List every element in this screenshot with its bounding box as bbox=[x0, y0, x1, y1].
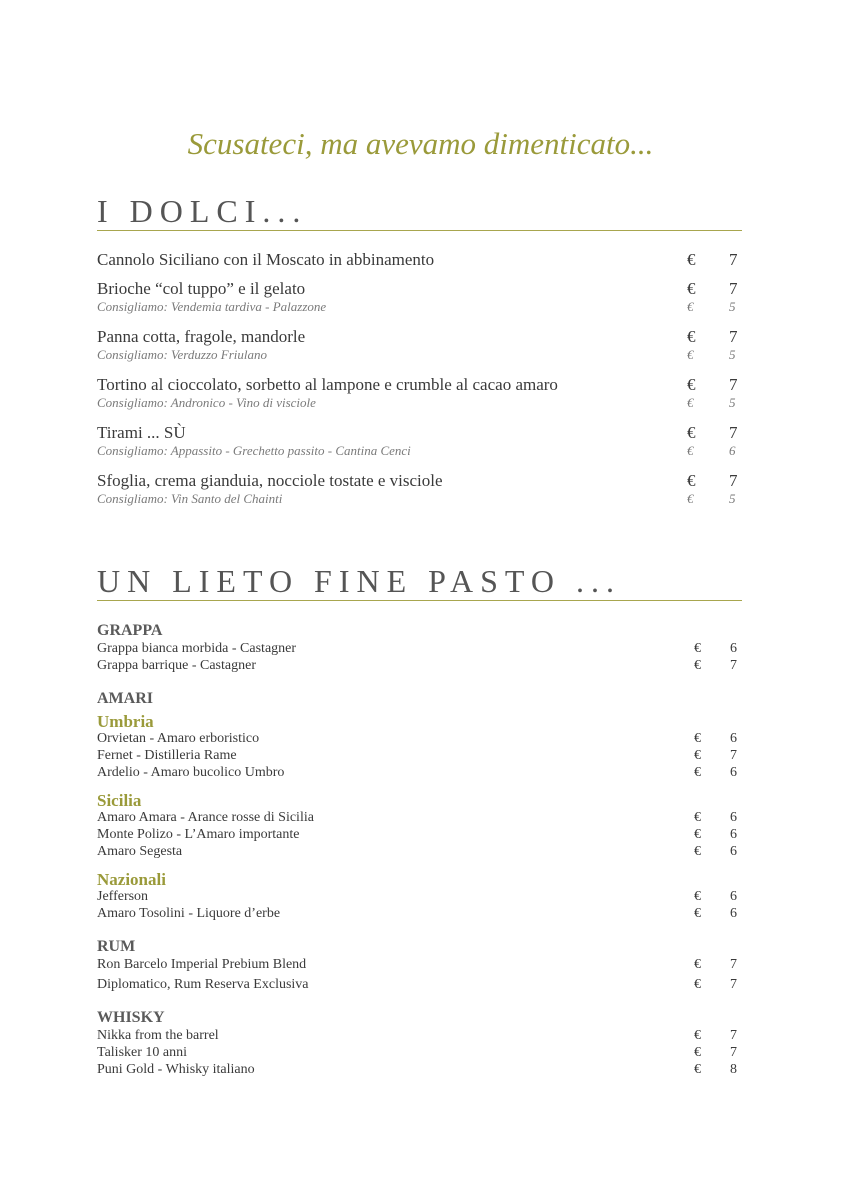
section-title-fine-pasto: UN LIETO FINE PASTO ... bbox=[97, 562, 742, 601]
euro-icon: € bbox=[687, 375, 696, 394]
drink-price: 6 bbox=[730, 906, 737, 921]
category-amari: AMARI bbox=[97, 690, 153, 707]
drink-name: Fernet - Distilleria Rame bbox=[97, 748, 237, 763]
wine-price: 5 bbox=[729, 395, 736, 410]
dessert-item bbox=[97, 471, 742, 507]
drink-price: 7 bbox=[730, 957, 737, 972]
dessert-price: 7 bbox=[729, 471, 738, 490]
drink-name: Puni Gold - Whisky italiano bbox=[97, 1062, 255, 1077]
drink-price: 6 bbox=[730, 810, 737, 825]
dessert-name: Tortino al cioccolato, sorbetto al lampone e crumble al cacao amaro bbox=[97, 375, 558, 394]
euro-icon: € bbox=[694, 641, 701, 656]
subcategory-nazionali: Nazionali bbox=[97, 870, 166, 889]
euro-icon: € bbox=[694, 957, 701, 972]
euro-icon: € bbox=[687, 327, 696, 346]
category-grappa: GRAPPA bbox=[97, 622, 163, 639]
dessert-item bbox=[97, 279, 742, 315]
dessert-item bbox=[97, 250, 742, 270]
euro-icon: € bbox=[687, 491, 694, 506]
euro-icon: € bbox=[694, 748, 701, 763]
subcategory-umbria: Umbria bbox=[97, 712, 154, 731]
drink-name: Amaro Amara - Arance rosse di Sicilia bbox=[97, 810, 314, 825]
wine-suggestion: Consigliamo: Vin Santo del Chainti bbox=[97, 491, 283, 506]
dessert-item bbox=[97, 423, 742, 459]
drink-name: Ardelio - Amaro bucolico Umbro bbox=[97, 765, 285, 780]
euro-icon: € bbox=[694, 889, 701, 904]
drink-name: Nikka from the barrel bbox=[97, 1028, 219, 1043]
drink-price: 7 bbox=[730, 1028, 737, 1043]
drink-name: Ron Barcelo Imperial Prebium Blend bbox=[97, 957, 307, 972]
euro-icon: € bbox=[694, 906, 701, 921]
drink-price: 6 bbox=[730, 731, 737, 746]
euro-icon: € bbox=[687, 443, 694, 458]
drink-item bbox=[97, 658, 742, 675]
euro-icon: € bbox=[694, 1045, 701, 1060]
euro-icon: € bbox=[694, 810, 701, 825]
drink-name: Amaro Tosolini - Liquore d’erbe bbox=[97, 906, 281, 921]
euro-icon: € bbox=[687, 279, 696, 298]
drink-name: Orvietan - Amaro erboristico bbox=[97, 731, 260, 746]
drink-price: 6 bbox=[730, 844, 737, 859]
drink-name: Jefferson bbox=[97, 889, 149, 904]
drink-price: 7 bbox=[730, 1045, 737, 1060]
drink-price: 7 bbox=[730, 977, 737, 992]
dessert-name: Panna cotta, fragole, mandorle bbox=[97, 327, 306, 346]
drink-price: 7 bbox=[730, 658, 737, 673]
drink-name: Diplomatico, Rum Reserva Exclusiva bbox=[97, 977, 309, 992]
drink-item bbox=[97, 748, 742, 765]
euro-icon: € bbox=[687, 395, 694, 410]
drink-name: Amaro Segesta bbox=[97, 844, 183, 859]
dessert-price: 7 bbox=[729, 327, 738, 346]
drink-name: Grappa barrique - Castagner bbox=[97, 658, 256, 673]
euro-icon: € bbox=[694, 658, 701, 673]
drink-price: 6 bbox=[730, 641, 737, 656]
wine-suggestion: Consigliamo: Verduzzo Friulano bbox=[97, 347, 267, 362]
wine-price: 6 bbox=[729, 443, 736, 458]
dessert-name: Sfoglia, crema gianduia, nocciole tostate e visciole bbox=[97, 471, 443, 490]
subcategory-sicilia: Sicilia bbox=[97, 791, 142, 810]
drink-item bbox=[97, 906, 742, 923]
dessert-price: 7 bbox=[729, 250, 738, 269]
drink-item bbox=[97, 889, 742, 906]
dessert-name: Tirami ... SÙ bbox=[97, 423, 186, 442]
drink-item bbox=[97, 765, 742, 782]
category-rum: RUM bbox=[97, 938, 136, 955]
euro-icon: € bbox=[687, 471, 696, 490]
intro-heading: Scusateci, ma avevamo dimenticato... bbox=[187, 126, 654, 161]
wine-price: 5 bbox=[729, 299, 736, 314]
wine-suggestion: Consigliamo: Andronico - Vino di visciole bbox=[97, 395, 316, 410]
euro-icon: € bbox=[687, 423, 696, 442]
euro-icon: € bbox=[687, 347, 694, 362]
dessert-name: Cannolo Siciliano con il Moscato in abbinamento bbox=[97, 250, 435, 269]
euro-icon: € bbox=[694, 827, 701, 842]
drink-item bbox=[97, 641, 742, 658]
dessert-price: 7 bbox=[729, 375, 738, 394]
euro-icon: € bbox=[694, 844, 701, 859]
euro-icon: € bbox=[687, 250, 696, 269]
wine-price: 5 bbox=[729, 491, 736, 506]
euro-icon: € bbox=[694, 977, 701, 992]
euro-icon: € bbox=[694, 1028, 701, 1043]
drink-name: Talisker 10 anni bbox=[97, 1045, 187, 1060]
drink-item bbox=[97, 827, 742, 844]
euro-icon: € bbox=[687, 299, 694, 314]
dessert-item bbox=[97, 375, 742, 411]
drink-price: 6 bbox=[730, 827, 737, 842]
wine-price: 5 bbox=[729, 347, 736, 362]
wine-suggestion: Consigliamo: Appassito - Grechetto passito - Cantina Cenci bbox=[97, 443, 411, 458]
drink-item bbox=[97, 957, 742, 974]
drink-item bbox=[97, 810, 742, 827]
dessert-name: Brioche “col tuppo” e il gelato bbox=[97, 279, 306, 298]
drink-item bbox=[97, 731, 742, 748]
drink-price: 7 bbox=[730, 748, 737, 763]
euro-icon: € bbox=[694, 731, 701, 746]
euro-icon: € bbox=[694, 1062, 701, 1077]
dessert-item bbox=[97, 327, 742, 363]
dessert-price: 7 bbox=[729, 423, 738, 442]
drink-item bbox=[97, 1028, 742, 1045]
category-whisky: WHISKY bbox=[97, 1009, 165, 1026]
drink-item bbox=[97, 844, 742, 861]
drink-price: 8 bbox=[730, 1062, 737, 1077]
drink-item bbox=[97, 1045, 742, 1062]
drink-item bbox=[97, 1062, 742, 1079]
drink-name: Monte Polizo - L’Amaro importante bbox=[97, 827, 300, 842]
wine-suggestion: Consigliamo: Vendemia tardiva - Palazzone bbox=[97, 299, 327, 314]
drink-price: 6 bbox=[730, 765, 737, 780]
dessert-price: 7 bbox=[729, 279, 738, 298]
euro-icon: € bbox=[694, 765, 701, 780]
drink-item bbox=[97, 977, 742, 994]
drink-price: 6 bbox=[730, 889, 737, 904]
drink-name: Grappa bianca morbida - Castagner bbox=[97, 641, 297, 656]
section-title-dolci: I DOLCI... bbox=[97, 192, 742, 231]
